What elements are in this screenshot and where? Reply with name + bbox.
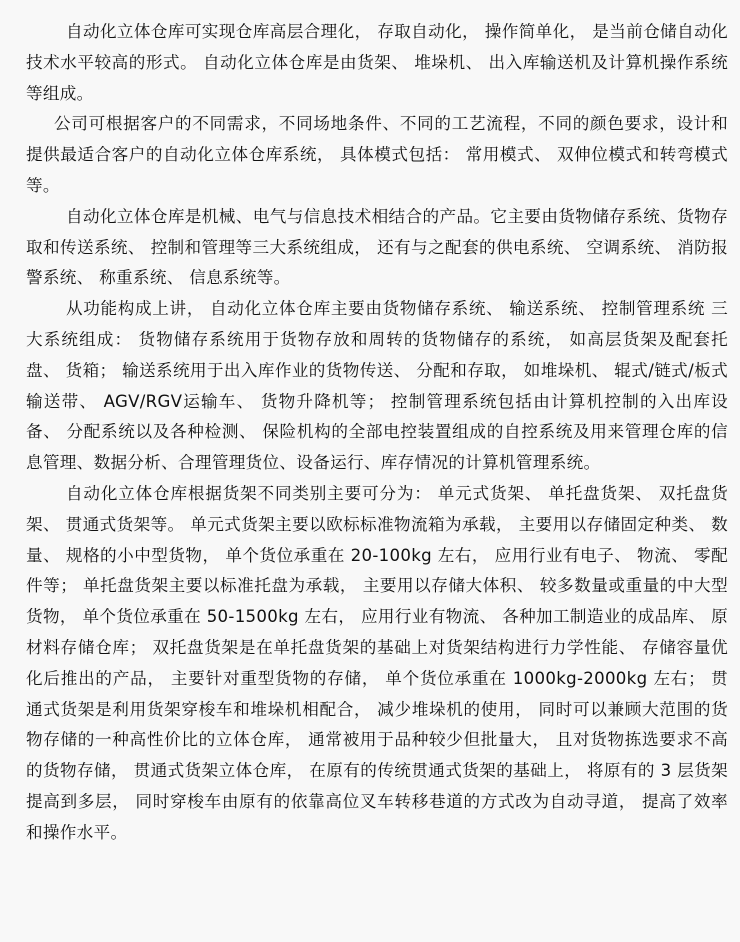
paragraph-composition: 自动化立体仓库是机械、电气与信息技术相结合的产品。它主要由货物储存系统、货物存取和传送系统、 控制和管理等三大系统组成， 还有与之配套的供电系统、 空调系统、 消防报警系统、 称重系统、 信息系统等。 <box>26 206 728 288</box>
paragraph-functional-systems: 从功能构成上讲， 自动化立体仓库主要由货物储存系统、 输送系统、 控制管理系统 三大系统组成： 货物储存系统用于货物存放和周转的货物储存的系统， 如高层货架及配套托盘、 货箱； 输送系统用于出入库作业的货物传送、 分配和存取， 如堆垛机、 辊式/链式/板式输送带、 AGV/RGV运输车、 货物升降机等； 控制管理系统包括由计算机控制的入出库设备、 分配系统以及各种检测、 保险机构的全部电控装置组成的自控系统及用来管理仓库的信息管理、数据分析、合理管理货位、设备运行、库存情况的计算机管理系统。 <box>26 299 728 473</box>
paragraph-customization: 公司可根据客户的不同需求，不同场地条件、不同的工艺流程，不同的颜色要求，设计和提供最适合客户的自动化立体仓库系统， 具体模式包括： 常用模式、 双伸位模式和转弯模式等。 <box>26 114 728 195</box>
paragraph-overview: 自动化立体仓库可实现仓库高层合理化， 存取自动化， 操作简单化， 是当前仓储自动化技术水平较高的形式。 自动化立体仓库是由货架、 堆垛机、 出入库输送机及计算机操作系统等组成。 <box>26 22 728 103</box>
paragraph-rack-types: 自动化立体仓库根据货架不同类别主要可分为： 单元式货架、 单托盘货架、 双托盘货架、 贯通式货架等。 单元式货架主要以欧标标准物流箱为承载， 主要用以存储固定种类、 数量、 规格的小中型货物， 单个货位承重在 20-100kg 左右， 应用行业有电子、 物流、 零配件等； 单托盘货架主要以标准托盘为承载， 主要用以存储大体积、 较多数量或重量的中大型货物， 单个货位承重在 50-1500kg 左右， 应用行业有物流、 各种加工制造业的成品库、 原材料存储仓库； 双托盘货架是在单托盘货架的基础上对货架结构进行力学性能、 存储容量优化后推出的产品， 主要针对重型货物的存储， 单个货位承重在 1000kg-2000kg 左右； 贯通式货架是利用货架穿梭车和堆垛机相配合， 减少堆垛机的使用， 同时可以兼顾大范围的货物存储的一种高性价比的立体仓库， 通常被用于品种较少但批量大， 且对货物拣选要求不高的货物存储， 贯通式货架立体仓库， 在原有的传统贯通式货架的基础上， 将原有的 3 层货架提高到多层， 同时穿梭车由原有的依靠高位叉车转移巷道的方式改为自动寻道， 提高了效率和操作水平。 <box>26 483 728 842</box>
